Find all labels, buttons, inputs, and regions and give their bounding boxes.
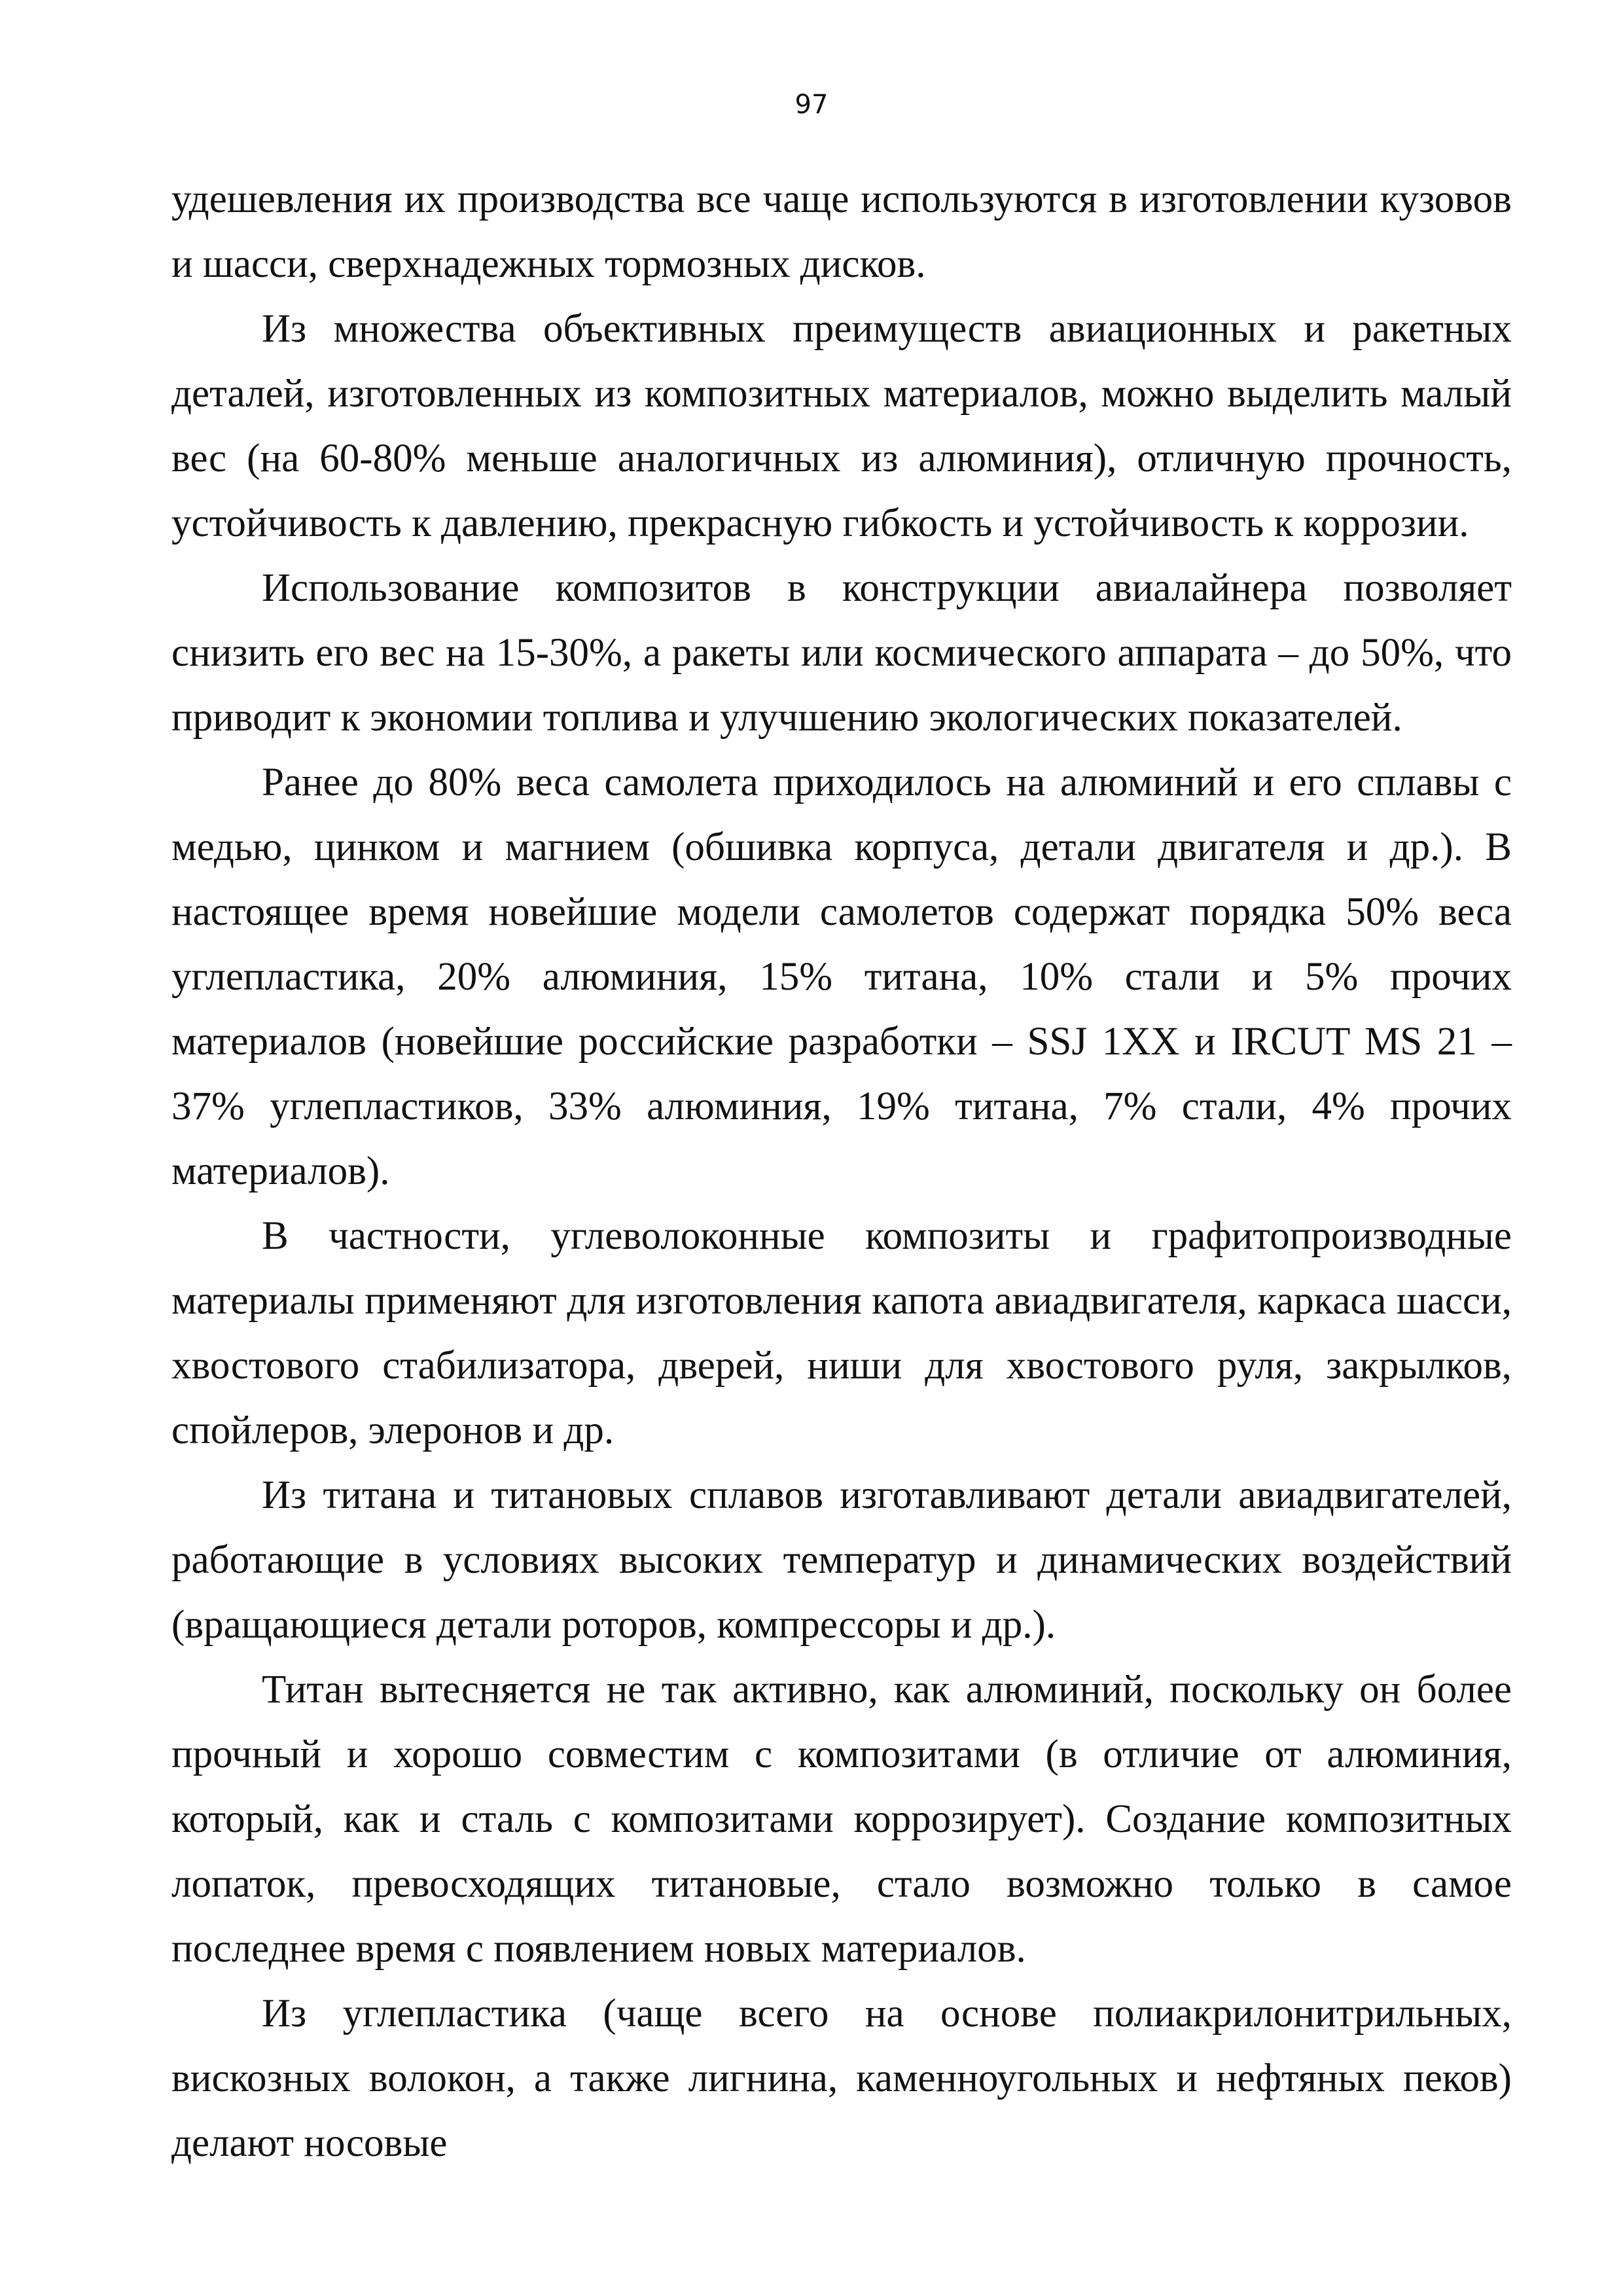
paragraph: Из множества объективных преимуществ авиационных и ракетных деталей, изготовленных из композитных материалов, можно выделить малый вес (на 60-80% меньше аналогичных из алюминия), отличную прочность, устойчивость к давлению, прекрасную гибкость и устойчивость к коррозии. <box>171 307 1512 545</box>
paragraph: Ранее до 80% веса самолета приходилось на алюминий и его сплавы с медью, цинком и магнием (обшивка корпуса, детали двигателя и др.). В настоящее время новейшие модели самолетов содержат порядка 50% веса углепластика, 20% алюминия, 15% титана, 10% стали и 5% прочих материалов (новейшие российские разработки – SSJ 1XX и IRCUT MS 21 – 37% углепластиков, 33% алюминия, 19% титана, 7% стали, 4% прочих материалов). <box>171 761 1512 1193</box>
paragraph: Использование композитов в конструкции авиалайнера позволяет снизить его вес на 15-30%, а ракеты или космического аппарата – до 50%, что приводит к экономии топлива и улучшению экологических показателей. <box>171 566 1512 740</box>
paragraph-continuation: удешевления их производства все чаще используются в изготовлении кузовов и шасси, сверхнадежных тормозных дисков. <box>171 177 1512 286</box>
paragraph: Из титана и титановых сплавов изготавливают детали авиадвигателей, работающие в условиях высоких температур и динамических воздействий (вращающиеся детали роторов, компрессоры и др.). <box>171 1473 1512 1647</box>
paragraph: Титан вытесняется не так активно, как алюминий, поскольку он более прочный и хорошо совместим с композитами (в отличие от алюминия, который, как и сталь с композитами коррозирует). Создание композитных лопаток, превосходящих титановые, стало возможно только в самое последнее время с появлением новых материалов. <box>171 1668 1512 1971</box>
paragraph: В частности, углеволоконные композиты и графитопроизводные материалы применяют для изготовления капота авиадвигателя, каркаса шасси, хвостового стабилизатора, дверей, ниши для хвостового руля, закрылков, спойлеров, элеронов и др. <box>171 1214 1512 1452</box>
paragraph: Из углепластика (чаще всего на основе полиакрилонитрильных, вискозных волокон, а также лигнина, каменноугольных и нефтяных пеков) делают носовые <box>171 1992 1512 2165</box>
page-number: 97 <box>794 90 829 120</box>
body-text <box>171 167 1512 2176</box>
